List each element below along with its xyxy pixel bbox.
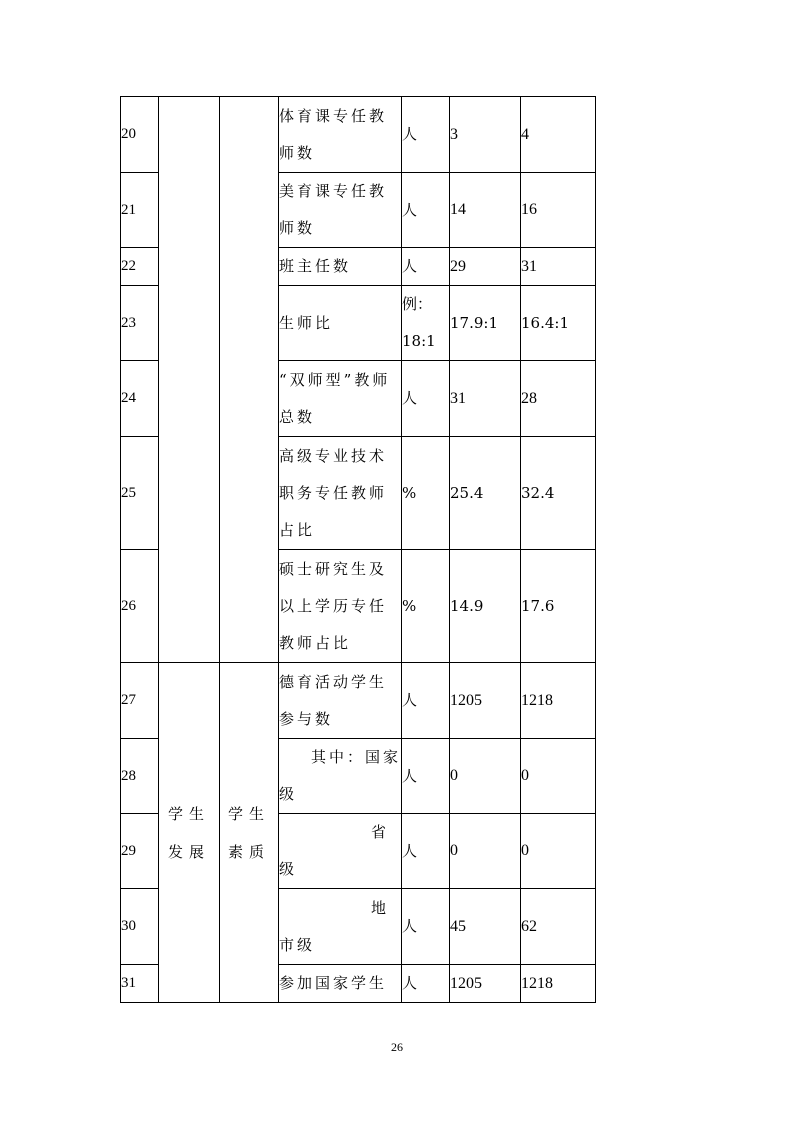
row-number: 31 xyxy=(121,965,159,1003)
unit-cell: 人 xyxy=(402,889,450,965)
indicator-name: 省 级 xyxy=(279,814,402,889)
indicator-name: 德育活动学生 参与数 xyxy=(279,663,402,739)
row-number: 21 xyxy=(121,173,159,248)
value-cell: 45 xyxy=(450,889,521,965)
value-cell: 17.6 xyxy=(521,550,596,663)
table-row xyxy=(121,663,596,739)
indicator-name: 高级专业技术 职务专任教师 占比 xyxy=(279,437,402,550)
value-cell: 32.4 xyxy=(521,437,596,550)
unit-cell: 例： 18:1 xyxy=(402,286,450,361)
value-cell: 3 xyxy=(450,97,521,173)
indicator-name: 体育课专任教 师数 xyxy=(279,97,402,173)
table-row xyxy=(121,97,596,173)
value-cell: 25.4 xyxy=(450,437,521,550)
value-cell: 1218 xyxy=(521,965,596,1003)
value-cell: 0 xyxy=(521,814,596,889)
row-number: 26 xyxy=(121,550,159,663)
unit-cell: 人 xyxy=(402,965,450,1003)
indicator-name: 地 市级 xyxy=(279,889,402,965)
indicator-name: 硕士研究生及 以上学历专任 教师占比 xyxy=(279,550,402,663)
value-cell: 0 xyxy=(450,814,521,889)
row-number: 22 xyxy=(121,248,159,286)
value-cell: 16.4:1 xyxy=(521,286,596,361)
unit-cell: 人 xyxy=(402,97,450,173)
row-number: 28 xyxy=(121,739,159,814)
row-number: 30 xyxy=(121,889,159,965)
indicator-name: 参加国家学生 xyxy=(279,965,402,1003)
value-cell: 31 xyxy=(450,361,521,437)
value-cell: 1205 xyxy=(450,965,521,1003)
indicator-name: 美育课专任教 师数 xyxy=(279,173,402,248)
unit-cell: 人 xyxy=(402,173,450,248)
value-cell: 28 xyxy=(521,361,596,437)
category-level1: 学生 发展 xyxy=(159,663,220,1003)
unit-cell: 人 xyxy=(402,814,450,889)
value-cell: 62 xyxy=(521,889,596,965)
indicator-table xyxy=(120,96,596,1003)
value-cell: 1205 xyxy=(450,663,521,739)
category-level2: 学生 素质 xyxy=(220,663,279,1003)
row-number: 23 xyxy=(121,286,159,361)
value-cell: 0 xyxy=(450,739,521,814)
value-cell: 16 xyxy=(521,173,596,248)
indicator-name: 班主任数 xyxy=(279,248,402,286)
value-cell: 4 xyxy=(521,97,596,173)
value-cell: 29 xyxy=(450,248,521,286)
value-cell: 14.9 xyxy=(450,550,521,663)
row-number: 25 xyxy=(121,437,159,550)
value-cell: 0 xyxy=(521,739,596,814)
indicator-name: 其中：国家 级 xyxy=(279,739,402,814)
value-cell: 17.9:1 xyxy=(450,286,521,361)
value-cell: 1218 xyxy=(521,663,596,739)
indicator-name: 生师比 xyxy=(279,286,402,361)
page-number: 26 xyxy=(391,1040,403,1054)
value-cell: 31 xyxy=(521,248,596,286)
unit-cell: % xyxy=(402,437,450,550)
value-cell: 14 xyxy=(450,173,521,248)
category-level1-blank xyxy=(159,97,220,663)
unit-cell: 人 xyxy=(402,739,450,814)
unit-cell: 人 xyxy=(402,663,450,739)
row-number: 24 xyxy=(121,361,159,437)
unit-cell: % xyxy=(402,550,450,663)
unit-cell: 人 xyxy=(402,361,450,437)
row-number: 20 xyxy=(121,97,159,173)
row-number: 27 xyxy=(121,663,159,739)
unit-cell: 人 xyxy=(402,248,450,286)
indicator-name: “双师型”教师 总数 xyxy=(279,361,402,437)
row-number: 29 xyxy=(121,814,159,889)
category-level2-blank xyxy=(220,97,279,663)
